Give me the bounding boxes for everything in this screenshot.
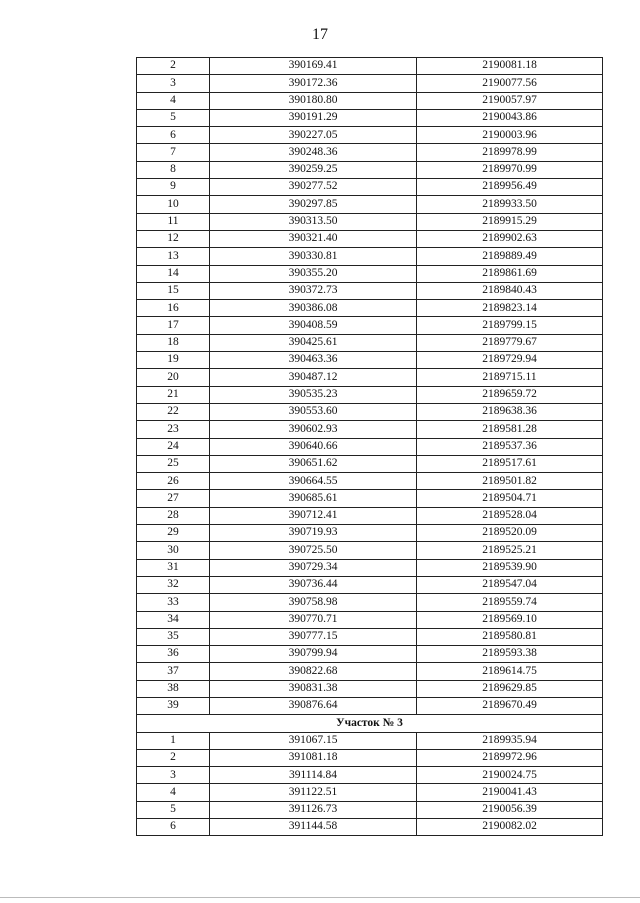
y-coordinate-cell: 2189823.14 — [417, 300, 603, 317]
table-row — [137, 369, 603, 386]
y-coordinate-cell: 2189580.81 — [417, 628, 603, 645]
x-coordinate-cell: 391114.84 — [210, 767, 417, 784]
x-coordinate-cell: 391126.73 — [210, 801, 417, 818]
table-row — [137, 92, 603, 109]
point-number-cell: 38 — [137, 680, 210, 697]
page-number: 17 — [312, 26, 328, 43]
y-coordinate-cell: 2189970.99 — [417, 161, 603, 178]
table-row — [137, 749, 603, 766]
table-row — [137, 663, 603, 680]
x-coordinate-cell: 390640.66 — [210, 438, 417, 455]
table-row — [137, 421, 603, 438]
x-coordinate-cell: 390321.40 — [210, 230, 417, 247]
point-number-cell: 24 — [137, 438, 210, 455]
x-coordinate-cell: 390355.20 — [210, 265, 417, 282]
y-coordinate-cell: 2189504.71 — [417, 490, 603, 507]
table-row — [137, 819, 603, 836]
table-row — [137, 784, 603, 801]
y-coordinate-cell: 2189978.99 — [417, 144, 603, 161]
table-row — [137, 507, 603, 524]
y-coordinate-cell: 2189715.11 — [417, 369, 603, 386]
x-coordinate-cell: 390685.61 — [210, 490, 417, 507]
y-coordinate-cell: 2190056.39 — [417, 801, 603, 818]
point-number-cell: 35 — [137, 628, 210, 645]
y-coordinate-cell: 2189799.15 — [417, 317, 603, 334]
x-coordinate-cell: 390553.60 — [210, 403, 417, 420]
x-coordinate-cell: 390487.12 — [210, 369, 417, 386]
point-number-cell: 12 — [137, 230, 210, 247]
table-row — [137, 58, 603, 75]
x-coordinate-cell: 390777.15 — [210, 628, 417, 645]
section-row — [137, 715, 603, 732]
table-row — [137, 282, 603, 299]
x-coordinate-cell: 390408.59 — [210, 317, 417, 334]
y-coordinate-cell: 2189902.63 — [417, 230, 603, 247]
point-number-cell: 36 — [137, 646, 210, 663]
point-number-cell: 33 — [137, 594, 210, 611]
point-number-cell: 18 — [137, 334, 210, 351]
y-coordinate-cell: 2189729.94 — [417, 352, 603, 369]
table-row — [137, 179, 603, 196]
point-number-cell: 1 — [137, 732, 210, 749]
table-row — [137, 680, 603, 697]
y-coordinate-cell: 2189569.10 — [417, 611, 603, 628]
point-number-cell: 10 — [137, 196, 210, 213]
y-coordinate-cell: 2189915.29 — [417, 213, 603, 230]
point-number-cell: 26 — [137, 473, 210, 490]
point-number-cell: 11 — [137, 213, 210, 230]
y-coordinate-cell: 2189659.72 — [417, 386, 603, 403]
x-coordinate-cell: 390602.93 — [210, 421, 417, 438]
x-coordinate-cell: 390758.98 — [210, 594, 417, 611]
point-number-cell: 25 — [137, 455, 210, 472]
point-number-cell: 5 — [137, 109, 210, 126]
x-coordinate-cell: 390191.29 — [210, 109, 417, 126]
point-number-cell: 30 — [137, 542, 210, 559]
table-row — [137, 559, 603, 576]
table-row — [137, 265, 603, 282]
y-coordinate-cell: 2189670.49 — [417, 697, 603, 714]
x-coordinate-cell: 390297.85 — [210, 196, 417, 213]
x-coordinate-cell: 390725.50 — [210, 542, 417, 559]
x-coordinate-cell: 391144.58 — [210, 819, 417, 836]
x-coordinate-cell: 390248.36 — [210, 144, 417, 161]
x-coordinate-cell: 390372.73 — [210, 282, 417, 299]
y-coordinate-cell: 2189933.50 — [417, 196, 603, 213]
x-coordinate-cell: 390736.44 — [210, 576, 417, 593]
table-row — [137, 248, 603, 265]
y-coordinate-cell: 2189559.74 — [417, 594, 603, 611]
y-coordinate-cell: 2190077.56 — [417, 75, 603, 92]
y-coordinate-cell: 2189537.36 — [417, 438, 603, 455]
table-row — [137, 196, 603, 213]
y-coordinate-cell: 2189972.96 — [417, 749, 603, 766]
table-row — [137, 801, 603, 818]
y-coordinate-cell: 2189501.82 — [417, 473, 603, 490]
point-number-cell: 6 — [137, 127, 210, 144]
table-row — [137, 403, 603, 420]
point-number-cell: 37 — [137, 663, 210, 680]
point-number-cell: 23 — [137, 421, 210, 438]
point-number-cell: 20 — [137, 369, 210, 386]
table-row — [137, 455, 603, 472]
point-number-cell: 9 — [137, 179, 210, 196]
table-row — [137, 646, 603, 663]
point-number-cell: 31 — [137, 559, 210, 576]
table-row — [137, 213, 603, 230]
point-number-cell: 14 — [137, 265, 210, 282]
table-row — [137, 127, 603, 144]
point-number-cell: 17 — [137, 317, 210, 334]
table-row — [137, 697, 603, 714]
point-number-cell: 22 — [137, 403, 210, 420]
table-row — [137, 767, 603, 784]
section-title: Участок № 3 — [137, 715, 603, 732]
point-number-cell: 2 — [137, 58, 210, 75]
table-row — [137, 386, 603, 403]
table-row — [137, 525, 603, 542]
y-coordinate-cell: 2189629.85 — [417, 680, 603, 697]
coordinates-table — [136, 57, 603, 836]
x-coordinate-cell: 390729.34 — [210, 559, 417, 576]
point-number-cell: 39 — [137, 697, 210, 714]
point-number-cell: 34 — [137, 611, 210, 628]
y-coordinate-cell: 2190082.02 — [417, 819, 603, 836]
x-coordinate-cell: 390386.08 — [210, 300, 417, 317]
x-coordinate-cell: 390651.62 — [210, 455, 417, 472]
x-coordinate-cell: 390180.80 — [210, 92, 417, 109]
y-coordinate-cell: 2189638.36 — [417, 403, 603, 420]
point-number-cell: 3 — [137, 767, 210, 784]
y-coordinate-cell: 2190057.97 — [417, 92, 603, 109]
y-coordinate-cell: 2190043.86 — [417, 109, 603, 126]
point-number-cell: 13 — [137, 248, 210, 265]
point-number-cell: 16 — [137, 300, 210, 317]
table-row — [137, 628, 603, 645]
y-coordinate-cell: 2189779.67 — [417, 334, 603, 351]
y-coordinate-cell: 2189935.94 — [417, 732, 603, 749]
y-coordinate-cell: 2189593.38 — [417, 646, 603, 663]
table-row — [137, 438, 603, 455]
table-row — [137, 542, 603, 559]
y-coordinate-cell: 2189956.49 — [417, 179, 603, 196]
table-row — [137, 732, 603, 749]
x-coordinate-cell: 390425.61 — [210, 334, 417, 351]
table-row — [137, 352, 603, 369]
x-coordinate-cell: 390330.81 — [210, 248, 417, 265]
x-coordinate-cell: 391081.18 — [210, 749, 417, 766]
table-row — [137, 490, 603, 507]
x-coordinate-cell: 390313.50 — [210, 213, 417, 230]
x-coordinate-cell: 390172.36 — [210, 75, 417, 92]
point-number-cell: 6 — [137, 819, 210, 836]
x-coordinate-cell: 390664.55 — [210, 473, 417, 490]
y-coordinate-cell: 2189520.09 — [417, 525, 603, 542]
table-row — [137, 576, 603, 593]
y-coordinate-cell: 2189581.28 — [417, 421, 603, 438]
table-row — [137, 334, 603, 351]
x-coordinate-cell: 390535.23 — [210, 386, 417, 403]
x-coordinate-cell: 390227.05 — [210, 127, 417, 144]
y-coordinate-cell: 2189539.90 — [417, 559, 603, 576]
point-number-cell: 32 — [137, 576, 210, 593]
y-coordinate-cell: 2189889.49 — [417, 248, 603, 265]
table-row — [137, 594, 603, 611]
x-coordinate-cell: 390277.52 — [210, 179, 417, 196]
y-coordinate-cell: 2189840.43 — [417, 282, 603, 299]
y-coordinate-cell: 2189614.75 — [417, 663, 603, 680]
y-coordinate-cell: 2189861.69 — [417, 265, 603, 282]
point-number-cell: 4 — [137, 784, 210, 801]
table-row — [137, 161, 603, 178]
table-row — [137, 230, 603, 247]
x-coordinate-cell: 390770.71 — [210, 611, 417, 628]
x-coordinate-cell: 390463.36 — [210, 352, 417, 369]
table-row — [137, 317, 603, 334]
point-number-cell: 8 — [137, 161, 210, 178]
point-number-cell: 27 — [137, 490, 210, 507]
y-coordinate-cell: 2189547.04 — [417, 576, 603, 593]
point-number-cell: 29 — [137, 525, 210, 542]
point-number-cell: 19 — [137, 352, 210, 369]
table-row — [137, 473, 603, 490]
table-row — [137, 75, 603, 92]
x-coordinate-cell: 390719.93 — [210, 525, 417, 542]
x-coordinate-cell: 391067.15 — [210, 732, 417, 749]
x-coordinate-cell: 390712.41 — [210, 507, 417, 524]
x-coordinate-cell: 390876.64 — [210, 697, 417, 714]
x-coordinate-cell: 390799.94 — [210, 646, 417, 663]
x-coordinate-cell: 390831.38 — [210, 680, 417, 697]
x-coordinate-cell: 391122.51 — [210, 784, 417, 801]
point-number-cell: 2 — [137, 749, 210, 766]
table-row — [137, 109, 603, 126]
y-coordinate-cell: 2190081.18 — [417, 58, 603, 75]
x-coordinate-cell: 390259.25 — [210, 161, 417, 178]
y-coordinate-cell: 2189528.04 — [417, 507, 603, 524]
page-bottom-edge — [0, 897, 640, 898]
table-row — [137, 144, 603, 161]
table-row — [137, 611, 603, 628]
y-coordinate-cell: 2189517.61 — [417, 455, 603, 472]
point-number-cell: 5 — [137, 801, 210, 818]
y-coordinate-cell: 2190041.43 — [417, 784, 603, 801]
table-row — [137, 300, 603, 317]
point-number-cell: 21 — [137, 386, 210, 403]
point-number-cell: 7 — [137, 144, 210, 161]
point-number-cell: 15 — [137, 282, 210, 299]
point-number-cell: 3 — [137, 75, 210, 92]
point-number-cell: 4 — [137, 92, 210, 109]
x-coordinate-cell: 390822.68 — [210, 663, 417, 680]
y-coordinate-cell: 2190024.75 — [417, 767, 603, 784]
y-coordinate-cell: 2190003.96 — [417, 127, 603, 144]
x-coordinate-cell: 390169.41 — [210, 58, 417, 75]
y-coordinate-cell: 2189525.21 — [417, 542, 603, 559]
point-number-cell: 28 — [137, 507, 210, 524]
